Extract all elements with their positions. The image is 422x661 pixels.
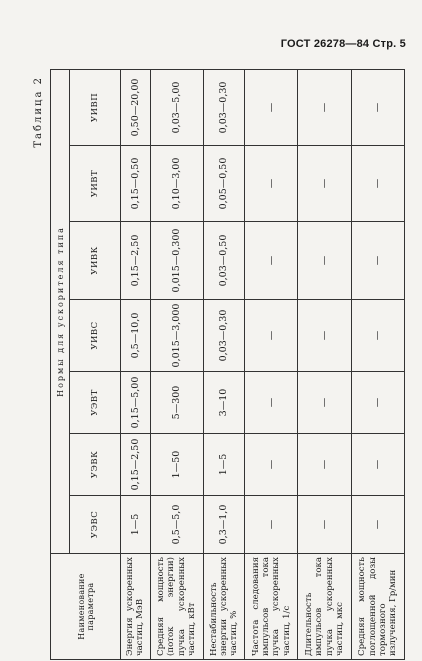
table-row (245, 69, 298, 659)
table-cell: — (298, 300, 351, 372)
table-cell: 0,5—5,0 (150, 496, 203, 554)
row-param-label: Средняя мощность (поток энергии) пучка ускоренных частиц, кВт (150, 554, 203, 660)
column-header-uevk: УЭВК (70, 434, 121, 496)
table-cell: — (245, 434, 298, 496)
table-row (203, 69, 244, 659)
table-row (298, 69, 351, 659)
norms-table (50, 69, 405, 660)
column-header-uevt: УЭВТ (70, 372, 121, 434)
table-cell: — (245, 69, 298, 145)
table-cell: 0,15—2,50 (121, 434, 151, 496)
table-cell: 0,15—0,50 (121, 146, 151, 222)
table-cell: — (298, 146, 351, 222)
param-column-header: Наименование параметра (51, 554, 121, 660)
table-cell: 0,15—5,00 (121, 372, 151, 434)
table-caption: Таблица 2 (33, 76, 44, 148)
row-param-label: Энергия ускоренных частиц, МэВ (121, 554, 151, 660)
table-cell: — (351, 69, 404, 145)
table-cell: — (351, 222, 404, 300)
table-cell: 0,015—0,300 (150, 222, 203, 300)
table-cell: — (351, 372, 404, 434)
table-cell: 0,50—20,00 (121, 69, 151, 145)
table-cell: — (351, 146, 404, 222)
table-cell: — (298, 69, 351, 145)
table-row (351, 69, 404, 659)
table-cell: — (298, 222, 351, 300)
rotated-table-area (30, 70, 408, 660)
table-cell: 0,3—1,0 (203, 496, 244, 554)
table-row (121, 69, 151, 659)
column-header-uivs: УИВС (70, 300, 121, 372)
table-cell: 1—50 (150, 434, 203, 496)
table-cell: 0,03—5,00 (150, 69, 203, 145)
header-row-group (51, 69, 70, 659)
column-header-uevs: УЭВС (70, 496, 121, 554)
table-cell: — (351, 300, 404, 372)
table-cell: 0,5—10,0 (121, 300, 151, 372)
column-header-uivp: УИВП (70, 69, 121, 145)
row-param-label: Нестабильность энергии ускоренных частиц, % (203, 554, 244, 660)
table-cell: 0,03—0,30 (203, 69, 244, 145)
row-param-label: Частота следования импульсов тока пучка ускоренных частиц, 1/с (245, 554, 298, 660)
row-param-label: Средняя мощность поглощенной дозы тормозного излучения, Гр/мин (351, 554, 404, 660)
table-cell: — (245, 300, 298, 372)
table-cell: — (245, 372, 298, 434)
column-header-uivk: УИВК (70, 222, 121, 300)
column-header-uivt: УИВТ (70, 146, 121, 222)
table-cell: 5—300 (150, 372, 203, 434)
table-cell: — (245, 496, 298, 554)
table-cell: — (245, 222, 298, 300)
row-param-label: Длительность импульсов тока пучка ускоренных частиц, мкс (298, 554, 351, 660)
table-cell: 3—10 (203, 372, 244, 434)
table-cell: — (298, 372, 351, 434)
table-cell: — (298, 496, 351, 554)
table-cell: 0,15—2,50 (121, 222, 151, 300)
table-cell: 0,03—0,30 (203, 300, 244, 372)
table-cell: — (298, 434, 351, 496)
table-cell: — (351, 496, 404, 554)
table-cell: 0,10—3,00 (150, 146, 203, 222)
table-cell: 0,05—0,50 (203, 146, 244, 222)
table-cell: 1—5 (121, 496, 151, 554)
table-cell: 0,015—3,000 (150, 300, 203, 372)
table-cell: 0,03—0,50 (203, 222, 244, 300)
page-header: ГОСТ 26278—84 Стр. 5 (280, 38, 406, 50)
table-row (150, 69, 203, 659)
table-cell: — (245, 146, 298, 222)
group-header: Нормы для ускорителя типа (51, 69, 70, 553)
table-frame (30, 70, 408, 660)
table-cell: — (351, 434, 404, 496)
table-cell: 1—5 (203, 434, 244, 496)
